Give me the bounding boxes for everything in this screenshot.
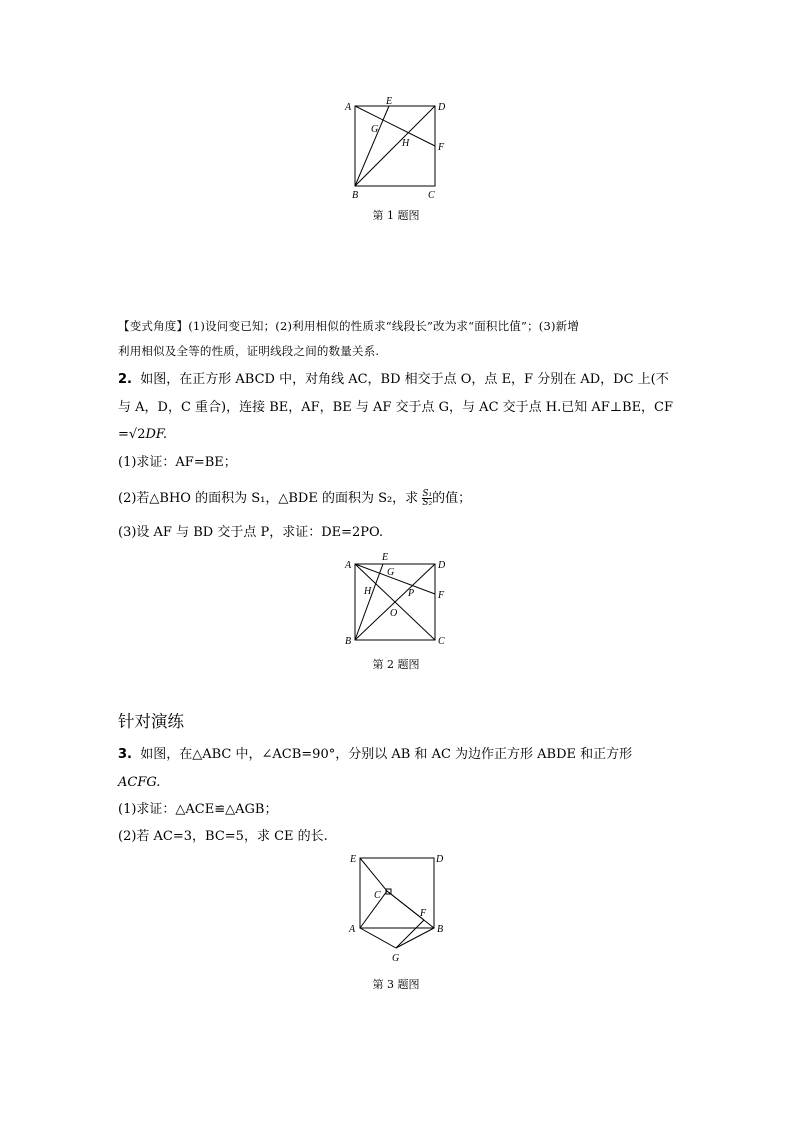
q3-text-1: 如图，在△ABC 中，∠ACB=90°，分别以 AB 和 AC 为边作正方形 ABDE 和正方形 — [140, 747, 633, 762]
fig3-segment-ec — [360, 858, 387, 891]
fig3-label-g: G — [392, 953, 400, 964]
fig1-label-b: B — [352, 190, 359, 201]
fig3-label-c: C — [374, 890, 381, 901]
figure-1-diagram — [340, 96, 452, 204]
variant-line-2: 利用相似及全等的性质，证明线段之间的数量关系. — [118, 344, 380, 358]
figure-1 — [340, 96, 452, 208]
q2-sub-2 — [118, 490, 471, 507]
q2-number: 2. — [118, 372, 132, 387]
q2-text-3-prefix: = — [118, 427, 129, 442]
q2-sub-1: (1)求证：AF=BE； — [118, 455, 237, 470]
fig2-label-e: E — [382, 552, 389, 563]
fig2-label-c: C — [438, 636, 445, 647]
fig3-segment-bg — [396, 928, 434, 948]
q2-fraction — [422, 490, 432, 507]
fig1-label-c: C — [428, 190, 435, 201]
q2-sqrt: √2 — [128, 427, 146, 442]
fig2-label-a: A — [345, 560, 352, 571]
fig3-label-b: B — [437, 924, 444, 935]
fig3-label-d: D — [436, 854, 444, 865]
fig3-label-f: F — [420, 908, 427, 919]
fig1-segment-af — [355, 106, 435, 146]
figure-3-diagram — [340, 848, 452, 968]
fig3-segment-cf — [387, 891, 424, 920]
q3-sub-2: (2)若 AC=3，BC=5，求 CE 的长. — [118, 829, 328, 844]
fig1-label-f: F — [438, 142, 445, 153]
q2-text-3-suffix: DF. — [145, 427, 168, 442]
q3-sub-1: (1)求证：△ACE≌△AGB； — [118, 802, 278, 817]
fig2-label-g: G — [387, 567, 395, 578]
figure-2-diagram — [340, 548, 452, 652]
q2-sub-2-end: 的值； — [432, 491, 472, 506]
fig2-label-d: D — [438, 560, 446, 571]
q2-frac-bottom: S₂ — [422, 498, 433, 508]
section-heading: 针对演练 — [118, 712, 184, 731]
fig2-label-b: B — [345, 636, 352, 647]
q3-line-1 — [118, 747, 632, 763]
fig3-label-e: E — [350, 854, 357, 865]
fig1-label-h: H — [402, 138, 410, 149]
fig2-segment-be — [355, 564, 383, 640]
q3-number: 3. — [118, 747, 132, 762]
q2-sub-2-text: (2)若△BHO 的面积为 S₁，△BDE 的面积为 S₂，求 — [118, 491, 419, 506]
fig1-label-g: G — [371, 124, 379, 135]
q3-line-2: ACFG. — [118, 775, 161, 790]
fig3-segment-ag — [360, 928, 396, 948]
figure-1-caption: 第 1 题图 — [372, 209, 420, 222]
q2-sub-3: (3)设 AF 与 BD 交于点 P，求证：DE=2PO. — [118, 525, 384, 540]
fig3-label-a: A — [349, 924, 356, 935]
figure-3 — [340, 848, 452, 972]
fig2-label-h: H — [364, 586, 372, 597]
q2-line-1 — [118, 372, 669, 388]
fig1-label-e: E — [386, 96, 393, 107]
fig2-label-f: F — [438, 590, 445, 601]
q2-text-1: 如图，在正方形 ABCD 中，对角线 AC，BD 相交于点 O，点 E，F 分别在 AD，DC 上(不 — [140, 372, 669, 387]
fig1-label-a: A — [345, 102, 352, 113]
variant-line-1: 【变式角度】(1)设问变已知；(2)利用相似的性质求“线段长”改为求“面积比值”；(3)新增 — [118, 319, 580, 333]
fig2-label-o: O — [390, 608, 398, 619]
fig1-diagonal-bd — [355, 106, 435, 186]
fig3-segment-fg — [396, 920, 424, 948]
fig1-segment-be — [355, 106, 389, 186]
fig1-label-d: D — [438, 102, 446, 113]
q2-line-2: 与 A，D，C 重合)，连接 BE，AF，BE 与 AF 交于点 G，与 AC 交于点 H.已知 AF⊥BE，CF — [118, 400, 674, 415]
q2-line-3 — [118, 427, 167, 443]
fig2-label-p: P — [408, 588, 415, 599]
figure-3-caption: 第 3 题图 — [372, 978, 420, 991]
q2-frac-top: S₁ — [422, 489, 433, 499]
figure-2-caption: 第 2 题图 — [372, 658, 420, 671]
figure-2 — [340, 548, 452, 656]
